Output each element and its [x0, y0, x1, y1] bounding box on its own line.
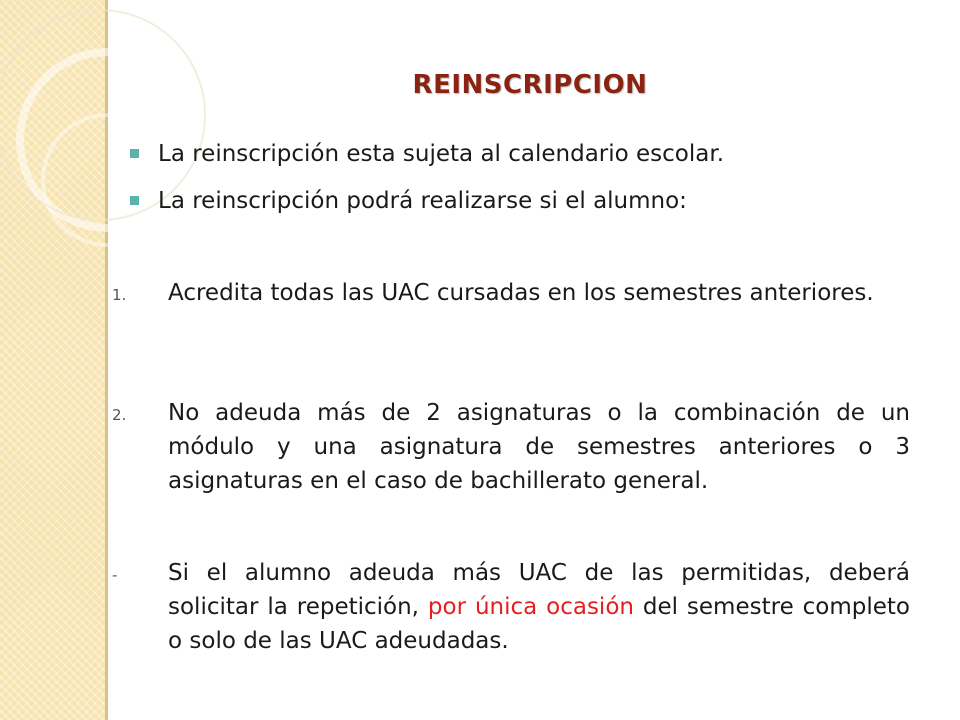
- bullet-item: [130, 187, 930, 215]
- bullet-text: La reinscripción esta sujeta al calendario escolar.: [158, 141, 725, 167]
- square-bullet-icon: [130, 149, 139, 158]
- item-text-after: del semestre completo o solo de las UAC adeudadas.: [168, 594, 910, 654]
- item-dash-marker: -: [112, 566, 118, 584]
- bullet-item: [130, 140, 930, 168]
- item-text-before: Si el alumno adeuda más UAC de las permitidas, deberá solicitar la repetición,: [168, 560, 910, 620]
- item-text: No adeuda más de 2 asignaturas o la combinación de un módulo y una asignatura de semestres anteriores o 3 asignaturas en el caso de bachillerato general.: [168, 400, 910, 494]
- dash-item: [112, 556, 912, 658]
- bullet-text: La reinscripción podrá realizarse si el alumno:: [158, 188, 687, 214]
- item-number: 1.: [112, 286, 127, 304]
- square-bullet-icon: [130, 196, 139, 205]
- bullet-list: [130, 140, 930, 234]
- numbered-item-1: [112, 276, 912, 310]
- numbered-item-2: [112, 396, 912, 498]
- item-text: Acredita todas las UAC cursadas en los semestres anteriores.: [168, 280, 874, 306]
- highlighted-text: por única ocasión: [427, 594, 634, 620]
- item-text: [168, 556, 910, 658]
- item-number: 2.: [112, 406, 127, 424]
- slide-title: REINSCRIPCION: [412, 70, 648, 100]
